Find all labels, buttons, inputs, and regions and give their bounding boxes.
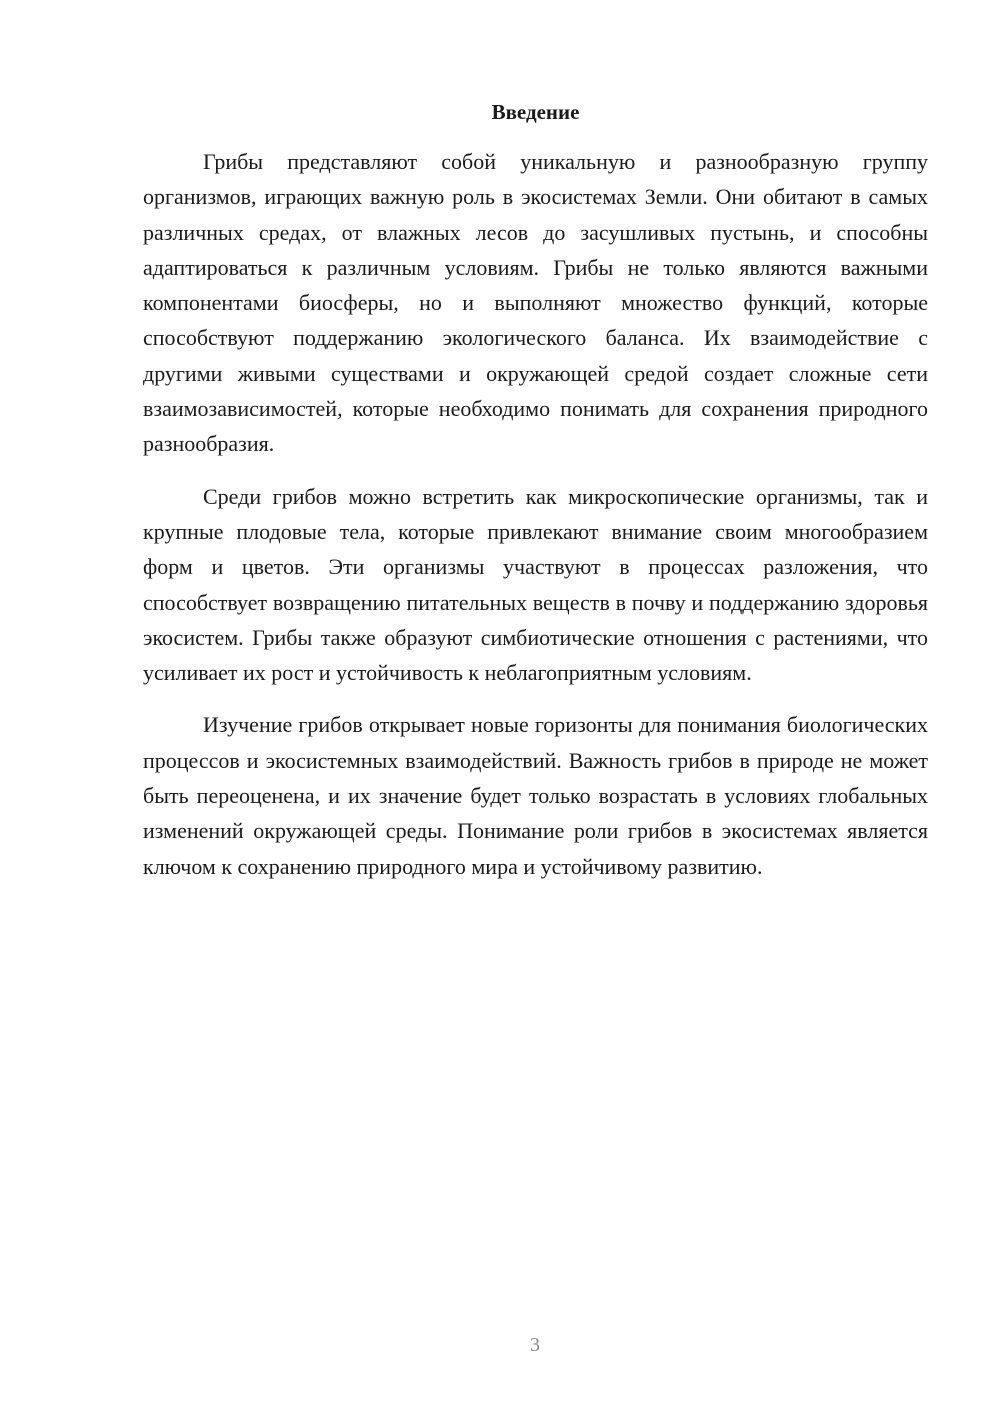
paragraph-3: Изучение грибов открывает новые горизонты для понимания биологических процессов и экосистемных взаимодействий. Важность грибов в природе не может быть переоценена, и их значение будет только возрастать в условиях глобальных изменений окружающей среды. Понимание роли грибов в экосистемах является ключом к сохранению природного мира и устойчивому развитию. [143, 712, 928, 879]
body-text [143, 144, 928, 901]
paragraph-2: Среди грибов можно встретить как микроскопические организмы, так и крупные плодовые тела, которые привлекают внимание своим многообразием форм и цветов. Эти организмы участвуют в процессах разложения, что способствует возвращению питательных веществ в почву и поддержанию здоровья экосистем. Грибы также образуют симбиотические отношения с растениями, что усиливает их рост и устойчивость к неблагоприятным условиям. [143, 483, 928, 686]
page-number: 3 [530, 1334, 540, 1356]
paragraph-1: Грибы представляют собой уникальную и разнообразную группу организмов, играющих важную роль в экосистемах Земли. Они обитают в самых различных средах, от влажных лесов до засушливых пустынь, и способны адаптироваться к различным условиям. Грибы не только являются важными компонентами биосферы, но и выполняют множество функций, которые способствуют поддержанию экологического баланса. Их взаимодействие с другими живыми существами и окружающей средой создает сложные сети взаимозависимостей, которые необходимо понимать для сохранения природного разнообразия. [143, 149, 928, 457]
section-heading: Введение [491, 100, 580, 124]
